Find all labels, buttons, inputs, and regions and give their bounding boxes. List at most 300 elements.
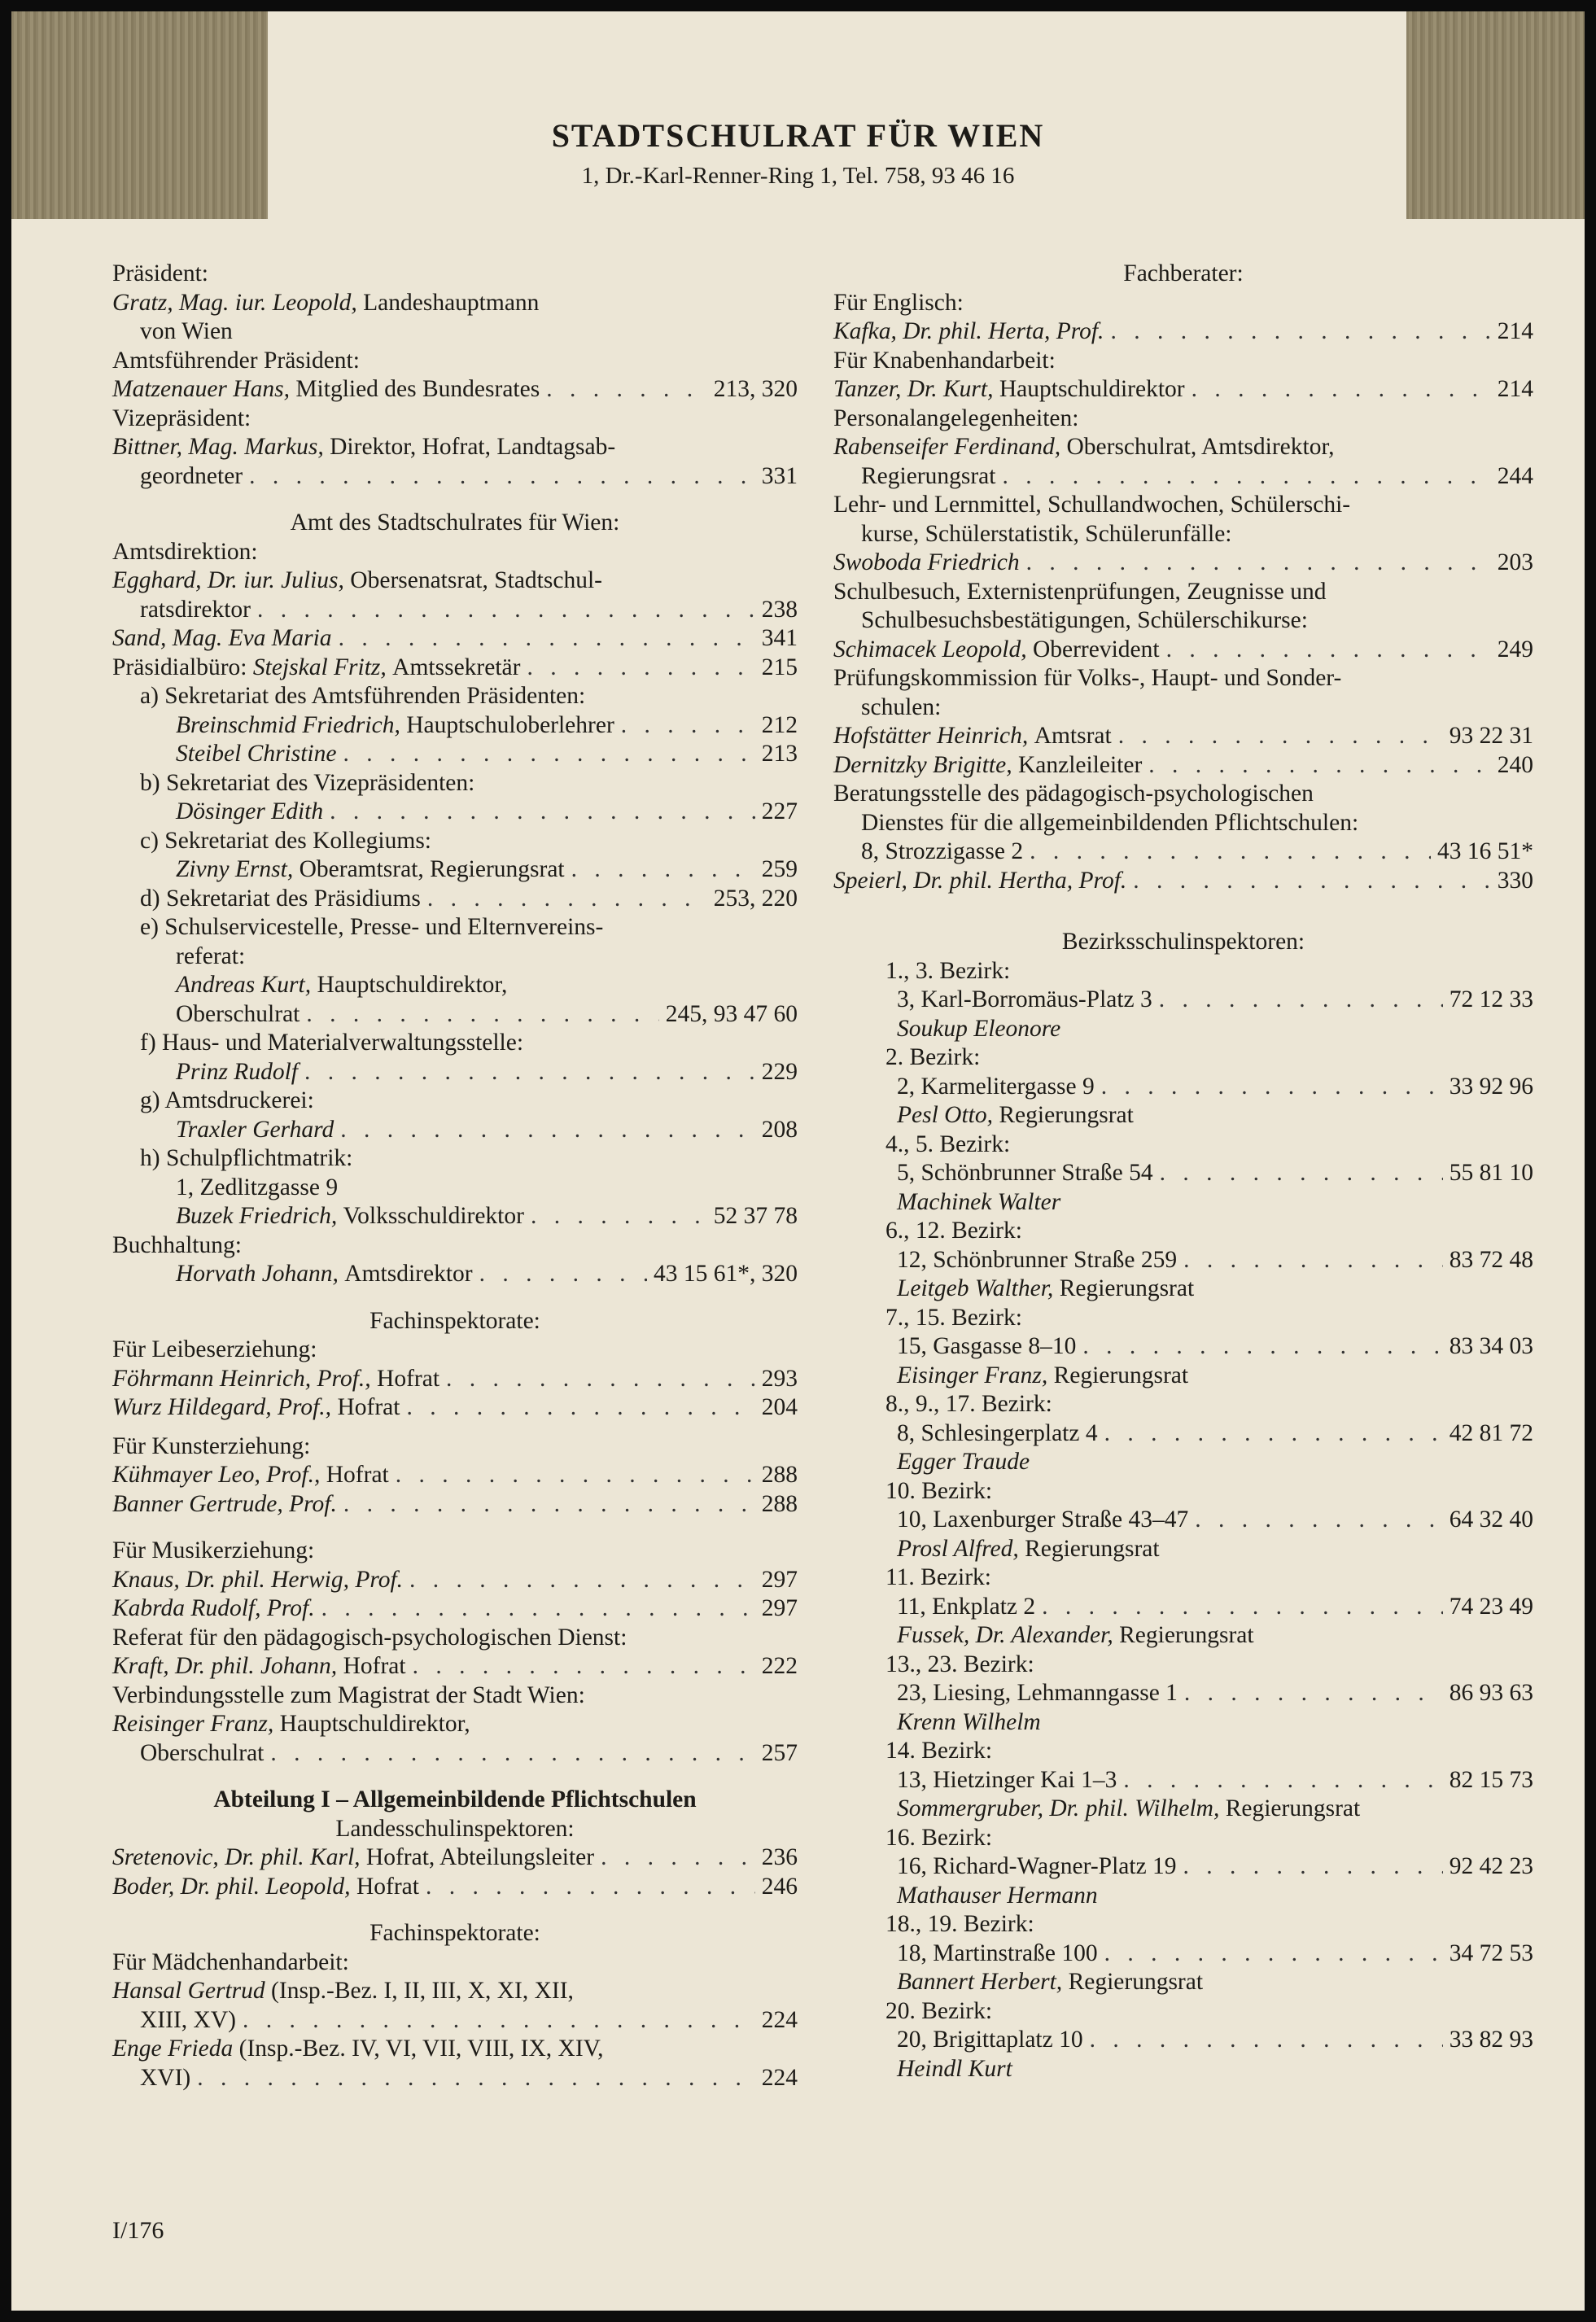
person-name: Dösinger Edith xyxy=(176,798,324,824)
district-label xyxy=(833,1390,1533,1419)
leader-dots xyxy=(426,1873,755,1902)
leader-dots xyxy=(427,885,707,914)
entry-text: Für Leibeserziehung: xyxy=(112,1336,317,1362)
directory-entry xyxy=(833,1621,1533,1651)
entry-role: 20, Brigittaplatz 10 xyxy=(897,2027,1083,2053)
directory-entry xyxy=(112,711,798,741)
spacer xyxy=(112,491,798,509)
leader-dots xyxy=(1104,1939,1443,1969)
entry-role: (Insp.-Bez. I, II, III, X, XI, XII, xyxy=(265,1978,574,2004)
entry-text: XIII, XV) xyxy=(140,2006,236,2033)
directory-entry xyxy=(833,986,1533,1015)
directory-entry xyxy=(112,1873,798,1902)
entry-role: Regierungsrat xyxy=(1053,1275,1195,1301)
spacer xyxy=(112,1768,798,1786)
directory-entry xyxy=(112,375,798,404)
directory-entry xyxy=(833,1015,1533,1044)
section-heading: Fachberater: xyxy=(1123,260,1244,286)
leader-dots xyxy=(479,1260,647,1289)
directory-entry xyxy=(112,1977,798,2006)
directory-entry xyxy=(112,1566,798,1595)
person-name: Breinschmid Friedrich, xyxy=(176,711,400,738)
person-name: Prinz Rudolf xyxy=(176,1058,298,1085)
entry-text: Vizepräsident: xyxy=(112,404,251,431)
phone-extension: 33 82 93 xyxy=(1449,2027,1533,2053)
entry-role: (Insp.-Bez. IV, VI, VII, VIII, IX, XIV, xyxy=(233,2036,604,2062)
leader-dots xyxy=(1192,375,1491,404)
directory-entry xyxy=(112,462,798,492)
entry-role: Regierungsrat xyxy=(993,1102,1134,1128)
phone-extension: 215 xyxy=(761,654,798,680)
directory-entry xyxy=(112,1490,798,1520)
leader-dots xyxy=(1104,1419,1443,1449)
directory-entry xyxy=(112,827,798,856)
right-column xyxy=(833,260,1533,2084)
person-name: Sand, Mag. Eva Maria xyxy=(112,625,332,651)
person-name: Bittner, Mag. Markus, xyxy=(112,434,324,460)
district-label xyxy=(833,1910,1533,1939)
directory-entry xyxy=(833,1939,1533,1969)
entry-role: Hofrat xyxy=(370,1365,440,1392)
directory-entry xyxy=(833,2055,1533,2084)
directory-entry xyxy=(112,1087,798,1116)
person-name: Sretenovic, Dr. phil. Karl, xyxy=(112,1844,361,1870)
phone-extension: 72 12 33 xyxy=(1449,986,1533,1012)
person-name: Hansal Gertrud xyxy=(112,1978,265,2004)
entry-role: 11, Enkplatz 2 xyxy=(897,1593,1036,1620)
spacer xyxy=(833,895,1533,928)
phone-extension: 288 xyxy=(761,1490,798,1517)
person-name: Kraft, Dr. phil. Johann, xyxy=(112,1653,338,1679)
leader-dots xyxy=(1026,549,1491,578)
phone-extension: 229 xyxy=(761,1058,798,1085)
directory-entry xyxy=(833,404,1533,434)
directory-entry xyxy=(833,1448,1533,1477)
entry-text: a) Sekretariat des Amtsführenden Präsidenten: xyxy=(140,683,586,709)
entry-role: Regierungsrat xyxy=(1113,1622,1254,1648)
directory-entry xyxy=(833,636,1533,665)
directory-entry xyxy=(112,260,798,289)
person-name: Hofstätter Heinrich, xyxy=(833,723,1029,749)
phone-extension: 297 xyxy=(761,1566,798,1593)
entry-text: b) Sekretariat des Vizepräsidenten: xyxy=(140,769,475,796)
leader-dots xyxy=(321,1594,755,1624)
entry-text: e) Schulservicestelle, Presse- und Elternvereins- xyxy=(140,914,604,940)
entry-text: 7., 15. Bezirk: xyxy=(885,1304,1022,1331)
entry-role: Hofrat, Abteilungsleiter xyxy=(360,1844,595,1870)
person-name: Heindl Kurt xyxy=(897,2055,1012,2082)
entry-role: Hauptschuloberlehrer xyxy=(400,711,614,738)
entry-text: Amtsführender Präsident: xyxy=(112,347,360,374)
phone-extension: 74 23 49 xyxy=(1449,1593,1533,1620)
entry-role: Direktor, Hofrat, Landtagsab- xyxy=(323,434,616,460)
leader-dots xyxy=(1090,2026,1443,2055)
phone-extension: 204 xyxy=(761,1394,798,1420)
phone-extension: 34 72 53 xyxy=(1449,1939,1533,1966)
phone-extension: 83 34 03 xyxy=(1449,1333,1533,1359)
person-name: Traxler Gerhard xyxy=(176,1116,335,1143)
entry-text: 14. Bezirk: xyxy=(885,1738,993,1764)
entry-text: Verbindungsstelle zum Magistrat der Stadt Wien: xyxy=(112,1681,585,1708)
directory-entry xyxy=(112,1029,798,1058)
phone-extension: 213, 320 xyxy=(713,376,798,402)
directory-entry xyxy=(112,1624,798,1653)
entry-text: f) Haus- und Materialverwaltungsstelle: xyxy=(140,1030,524,1056)
directory-entry xyxy=(112,538,798,567)
entry-role: Kanzleileiter xyxy=(1012,751,1143,778)
phone-extension: 293 xyxy=(761,1365,798,1392)
person-name: Reisinger Franz, xyxy=(112,1711,274,1737)
directory-entry xyxy=(112,433,798,462)
entry-text: Für Knabenhandarbeit: xyxy=(833,347,1056,374)
phone-extension: 214 xyxy=(1497,376,1533,402)
leader-dots xyxy=(1002,462,1490,492)
entry-role: Obersenatsrat, Stadtschul- xyxy=(343,567,602,593)
spacer xyxy=(112,1519,798,1537)
entry-text: 2. Bezirk: xyxy=(885,1044,981,1070)
directory-entry xyxy=(833,1073,1533,1102)
entry-role: Hauptschuldirektor, xyxy=(273,1711,470,1737)
entry-text: 16. Bezirk: xyxy=(885,1824,993,1851)
phone-extension: 222 xyxy=(761,1653,798,1679)
entry-text: Präsident: xyxy=(112,260,208,286)
phone-extension: 240 xyxy=(1497,751,1533,778)
person-name: Machinek Walter xyxy=(897,1188,1061,1215)
person-name: Stejskal Fritz, xyxy=(252,654,387,680)
leader-dots xyxy=(1160,1159,1443,1188)
directory-entry xyxy=(112,971,798,1000)
person-name: Mathauser Hermann xyxy=(897,1882,1098,1909)
person-name: Knaus, Dr. phil. Herwig, Prof. xyxy=(112,1566,404,1593)
entry-text: 18., 19. Bezirk: xyxy=(885,1911,1034,1937)
entry-text: 11. Bezirk: xyxy=(885,1564,991,1590)
phone-extension: 224 xyxy=(761,2064,798,2091)
leader-dots xyxy=(1030,837,1431,867)
person-name: Tanzer, Dr. Kurt, xyxy=(833,376,994,402)
leader-dots xyxy=(531,1202,707,1231)
entry-role: 23, Liesing, Lehmanngasse 1 xyxy=(897,1680,1178,1706)
entry-text: Präsidialbüro: xyxy=(112,654,253,680)
entry-role: 5, Schönbrunner Straße 54 xyxy=(897,1160,1153,1186)
entry-text: Lehr- und Lernmittel, Schullandwochen, Schülerschi- xyxy=(833,492,1351,518)
spacer xyxy=(112,1423,798,1432)
directory-entry xyxy=(833,1275,1533,1304)
directory-entry xyxy=(112,1681,798,1711)
entry-role: Amtssekretär xyxy=(386,654,521,680)
person-name: Speierl, Dr. phil. Hertha, Prof. xyxy=(833,867,1127,894)
person-name: Bannert Herbert, xyxy=(897,1969,1063,1995)
directory-entry xyxy=(833,347,1533,376)
entry-role: Regierungsrat xyxy=(1219,1795,1361,1821)
directory-entry xyxy=(833,1246,1533,1275)
entry-role: Regierungsrat xyxy=(1018,1535,1160,1562)
entry-text: c) Sekretariat des Kollegiums: xyxy=(140,827,431,854)
entry-role: 1, Zedlitzgasse 9 xyxy=(176,1174,339,1200)
entry-role: Amtsrat xyxy=(1028,723,1112,749)
district-label xyxy=(833,1651,1533,1680)
leader-dots xyxy=(1101,1073,1443,1102)
directory-entry xyxy=(112,596,798,625)
entry-role: Mitglied des Bundesrates xyxy=(289,376,540,402)
directory-entry xyxy=(833,1593,1533,1622)
person-name: Rabenseifer Ferdinand, xyxy=(833,434,1061,460)
leader-dots xyxy=(343,740,754,769)
directory-entry xyxy=(112,885,798,914)
entry-text: 1., 3. Bezirk: xyxy=(885,957,1011,984)
directory-entry xyxy=(833,1101,1533,1130)
person-name: Kafka, Dr. phil. Herta, Prof. xyxy=(833,318,1104,344)
leader-dots xyxy=(1118,722,1443,751)
entry-role: 8, Schlesingerplatz 4 xyxy=(897,1419,1098,1446)
leader-dots xyxy=(257,596,755,625)
person-name: Fussek, Dr. Alexander, xyxy=(897,1622,1113,1648)
entry-text: Schulbesuchsbestätigungen, Schülerschikurse: xyxy=(861,607,1308,633)
person-name: Matzenauer Hans, xyxy=(112,376,290,402)
leader-dots xyxy=(601,1843,755,1873)
entry-role: Hofrat xyxy=(331,1394,400,1420)
leader-dots xyxy=(621,711,755,741)
directory-entry xyxy=(833,462,1533,492)
directory-entry xyxy=(112,913,798,942)
entry-role: 18, Martinstraße 100 xyxy=(897,1939,1098,1966)
phone-extension: 42 81 72 xyxy=(1449,1419,1533,1446)
phone-extension: 341 xyxy=(761,625,798,651)
directory-entry xyxy=(112,404,798,434)
entry-role: Hofrat xyxy=(337,1653,406,1679)
entry-role: Landeshauptmann xyxy=(356,289,540,316)
phone-extension: 43 16 51* xyxy=(1437,838,1533,864)
person-name: Sommergruber, Dr. phil. Wilhelm, xyxy=(897,1795,1220,1821)
leader-dots xyxy=(339,624,755,654)
entry-role: Oberrevident xyxy=(1026,636,1160,662)
directory-entry xyxy=(112,740,798,769)
document-page xyxy=(11,11,1585,2311)
directory-entry xyxy=(112,682,798,711)
left-column xyxy=(112,260,798,2092)
phone-extension: 213 xyxy=(761,741,798,767)
directory-entry xyxy=(112,1594,798,1624)
leader-dots xyxy=(406,1393,754,1423)
directory-entry xyxy=(112,1393,798,1423)
directory-entry xyxy=(833,606,1533,636)
leader-dots xyxy=(197,2064,754,2093)
section-heading: Amt des Stadtschulrates für Wien: xyxy=(290,509,620,536)
person-name: Andreas Kurt, xyxy=(176,972,312,998)
phone-extension: 214 xyxy=(1497,318,1533,344)
entry-role: 16, Richard-Wagner-Platz 19 xyxy=(897,1853,1177,1879)
directory-entry xyxy=(112,1710,798,1739)
directory-entry xyxy=(833,1332,1533,1362)
directory-entry xyxy=(112,1537,798,1566)
leader-dots xyxy=(396,1461,755,1490)
phone-extension: 253, 220 xyxy=(713,885,798,912)
directory-entry xyxy=(833,837,1533,867)
person-name: Wurz Hildegard, Prof., xyxy=(112,1394,332,1420)
directory-entry xyxy=(833,1535,1533,1564)
phone-extension: 331 xyxy=(761,462,798,489)
entry-role: Oberschulrat xyxy=(176,1000,300,1027)
person-name: Pesl Otto, xyxy=(897,1102,993,1128)
leader-dots xyxy=(1159,986,1443,1015)
phone-extension: 330 xyxy=(1497,867,1533,894)
directory-entry xyxy=(112,1144,798,1174)
directory-entry xyxy=(833,664,1533,693)
entry-text: Referat für den pädagogisch-psychologischen Dienst: xyxy=(112,1624,627,1651)
entry-text: Für Musikerziehung: xyxy=(112,1537,315,1563)
leader-dots xyxy=(1166,636,1491,665)
directory-entry xyxy=(833,1708,1533,1738)
entry-text: 20. Bezirk: xyxy=(885,1997,993,2024)
directory-entry xyxy=(833,1362,1533,1391)
phone-extension: 92 42 23 xyxy=(1449,1853,1533,1879)
entry-text: 8, Strozzigasse 2 xyxy=(861,838,1024,864)
directory-entry xyxy=(833,1852,1533,1882)
directory-entry xyxy=(833,2026,1533,2055)
entry-role: Regierungsrat xyxy=(1047,1362,1189,1388)
entry-text: h) Schulpflichtmatrik: xyxy=(140,1145,353,1171)
directory-entry xyxy=(112,1461,798,1490)
entry-text: Prüfungskommission für Volks-, Haupt- und Sonder- xyxy=(833,665,1342,691)
entry-role: Volksschuldirektor xyxy=(337,1203,524,1229)
person-name: Horvath Johann, xyxy=(176,1261,339,1287)
section-heading: Fachinspektorate: xyxy=(369,1307,540,1334)
person-name: Leitgeb Walther, xyxy=(897,1275,1054,1301)
district-label xyxy=(833,1130,1533,1160)
leader-dots xyxy=(1184,1679,1443,1708)
leader-dots xyxy=(571,855,755,885)
directory-entry xyxy=(833,433,1533,462)
person-name: Dernitzky Brigitte, xyxy=(833,751,1012,778)
header-address: 1, Dr.-Karl-Renner-Ring 1, Tel. 758, 93 46 16 xyxy=(581,163,1015,189)
directory-entry xyxy=(833,1419,1533,1449)
leader-dots xyxy=(1148,751,1490,781)
entry-role: referat: xyxy=(176,942,246,969)
leader-dots xyxy=(1183,1246,1443,1275)
phone-extension: 238 xyxy=(761,596,798,623)
entry-role: 15, Gasgasse 8–10 xyxy=(897,1333,1077,1359)
spacer xyxy=(112,1901,798,1919)
phone-extension: 288 xyxy=(761,1462,798,1488)
district-label xyxy=(833,1824,1533,1853)
phone-extension: 224 xyxy=(761,2006,798,2033)
phone-extension: 257 xyxy=(761,1739,798,1766)
directory-entry xyxy=(112,1231,798,1261)
leader-dots xyxy=(409,1566,755,1595)
entry-text: Amtsdirektion: xyxy=(112,538,258,565)
entry-role: Amtsdirektor xyxy=(338,1261,473,1287)
directory-entry xyxy=(833,549,1533,578)
person-name: Buzek Friedrich, xyxy=(176,1203,338,1229)
entry-text: 13., 23. Bezirk: xyxy=(885,1651,1034,1677)
phone-extension: 212 xyxy=(761,711,798,738)
directory-entry xyxy=(833,289,1533,318)
directory-entry xyxy=(112,1116,798,1145)
phone-extension: 246 xyxy=(761,1873,798,1900)
directory-entry xyxy=(833,1968,1533,1997)
directory-entry xyxy=(833,1188,1533,1218)
leader-dots xyxy=(270,1739,754,1769)
directory-entry xyxy=(833,1882,1533,1911)
page-header xyxy=(11,117,1585,192)
phone-extension: 43 15 61*, 320 xyxy=(654,1261,798,1287)
directory-entry xyxy=(833,751,1533,781)
entry-text: Für Kunsterziehung: xyxy=(112,1432,311,1459)
entry-role: 13, Hietzinger Kai 1–3 xyxy=(897,1766,1117,1793)
entry-text: Für Englisch: xyxy=(833,289,964,316)
person-name: Krenn Wilhelm xyxy=(897,1708,1041,1735)
section-heading: Landesschulinspektoren: xyxy=(335,1815,575,1842)
entry-text: Personalangelegenheiten: xyxy=(833,404,1079,431)
person-name: Schimacek Leopold, xyxy=(833,636,1027,662)
directory-entry xyxy=(833,491,1533,520)
directory-entry xyxy=(112,1948,798,1978)
directory-entry xyxy=(833,722,1533,751)
division-heading: Abteilung I – Allgemeinbildende Pflichtschulen xyxy=(213,1786,697,1813)
entry-text: Oberschulrat xyxy=(140,1739,265,1766)
directory-entry xyxy=(112,317,798,347)
entry-text: schulen: xyxy=(861,693,942,720)
directory-entry xyxy=(833,520,1533,549)
entry-role: Oberschulrat, Amtsdirektor, xyxy=(1060,434,1335,460)
entry-text: Dienstes für die allgemeinbildenden Pflichtschulen: xyxy=(861,809,1359,836)
phone-extension: 64 32 40 xyxy=(1449,1506,1533,1533)
person-name: Boder, Dr. phil. Leopold, xyxy=(112,1873,351,1900)
entry-text: Schulbesuch, Externistenprüfungen, Zeugnisse und xyxy=(833,578,1327,605)
directory-entry xyxy=(112,1652,798,1681)
directory-entry xyxy=(112,769,798,798)
directory-entry xyxy=(112,855,798,885)
entry-text: geordneter xyxy=(140,462,243,489)
directory-entry xyxy=(112,566,798,596)
directory-entry xyxy=(112,1058,798,1087)
phone-extension: 236 xyxy=(761,1844,798,1870)
phone-extension: 259 xyxy=(761,856,798,882)
phone-extension: 245, 93 47 60 xyxy=(665,1000,798,1027)
leader-dots xyxy=(1110,317,1490,347)
person-name: Egger Traude xyxy=(897,1449,1030,1475)
directory-entry xyxy=(112,1432,798,1462)
directory-entry xyxy=(833,809,1533,838)
person-name: Soukup Eleonore xyxy=(897,1015,1061,1042)
district-label xyxy=(833,1997,1533,2027)
phone-extension: 86 93 63 xyxy=(1449,1680,1533,1706)
leader-dots xyxy=(446,1365,755,1394)
phone-extension: 203 xyxy=(1497,549,1533,575)
directory-entry xyxy=(112,2035,798,2064)
directory-entry xyxy=(112,1174,798,1203)
directory-entry xyxy=(112,1260,798,1289)
leader-dots xyxy=(249,462,755,492)
phone-extension: 227 xyxy=(761,798,798,824)
district-label xyxy=(833,1563,1533,1593)
directory-entry xyxy=(833,1795,1533,1824)
entry-text: von Wien xyxy=(140,318,233,344)
directory-entry xyxy=(833,375,1533,404)
entry-text: Beratungsstelle des pädagogisch-psychologischen xyxy=(833,781,1314,807)
section-heading: Bezirksschulinspektoren: xyxy=(1061,929,1305,955)
entry-text: 4., 5. Bezirk: xyxy=(885,1130,1011,1157)
section-heading: Fachinspektorate: xyxy=(369,1920,540,1946)
person-name: Zivny Ernst, xyxy=(176,856,294,882)
directory-entry xyxy=(833,1679,1533,1708)
spacer xyxy=(112,1289,798,1307)
entry-text: 10. Bezirk: xyxy=(885,1477,993,1504)
entry-text: g) Amtsdruckerei: xyxy=(140,1087,314,1113)
leader-dots xyxy=(1123,1766,1442,1795)
entry-text: Buchhaltung: xyxy=(112,1231,242,1258)
directory-entry xyxy=(833,780,1533,809)
person-name: Prosl Alfred, xyxy=(897,1535,1019,1562)
